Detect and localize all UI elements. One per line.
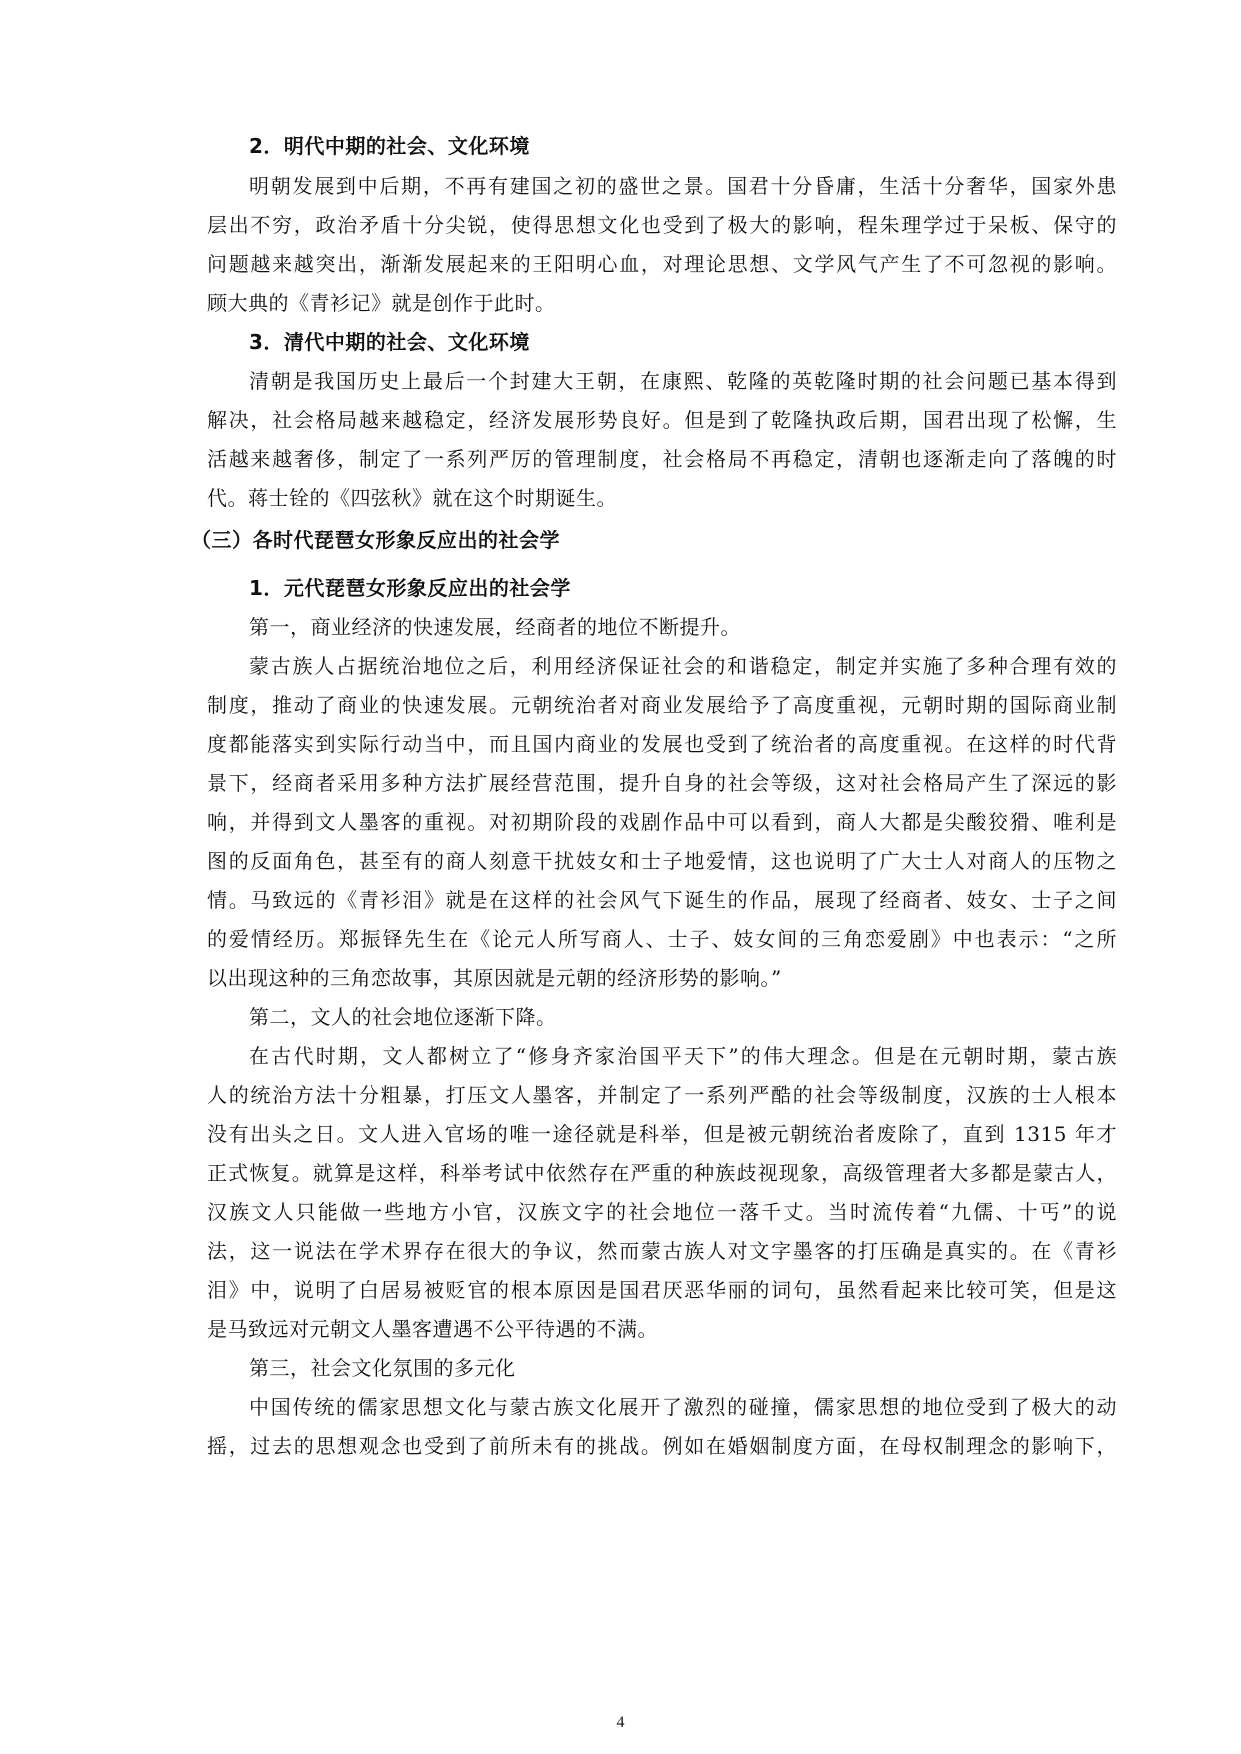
paragraph-line: 在古代时期，文人都树立了“修身齐家治国平天下”的伟大理念。但是在元朝时期，蒙古族: [249, 1044, 1117, 1068]
paragraph-line: 清朝是我国历史上最后一个封建大王朝，在康熙、乾隆的英乾隆时期的社会问题已基本得到: [249, 369, 1117, 393]
paragraph-line: 摇，过去的思想观念也受到了前所未有的挑战。例如在婚姻制度方面，在母权制理念的影响下，: [207, 1434, 1117, 1458]
paragraph-line: 是马致远对元朝文人墨客遭遇不公平待遇的不满。: [207, 1317, 658, 1341]
paragraph-line: 顾大典的《青衫记》就是创作于此时。: [207, 291, 556, 315]
paragraph-line: 情。马致远的《青衫泪》就是在这样的社会风气下诞生的作品，展现了经商者、妓女、士子之间: [207, 888, 1117, 912]
paragraph-line: 层出不穷，政治矛盾十分尖锐，使得思想文化也受到了极大的影响，程朱理学过于呆板、保守的: [207, 213, 1117, 237]
point-heading: 第三，社会文化氛围的多元化: [249, 1356, 516, 1380]
paragraph-line: 代。蒋士铨的《四弦秋》就在这个时期诞生。: [207, 486, 617, 510]
paragraph-line: 正式恢复。就算是这样，科举考试中依然存在严重的种族歧视现象，高级管理者大多都是蒙古人，: [207, 1161, 1117, 1185]
section-heading-qing: 3．清代中期的社会、文化环境: [249, 330, 530, 354]
subsection-heading-yuan: 1．元代琵琶女形象反应出的社会学: [249, 576, 571, 600]
paragraph-line: 图的反面角色，甚至有的商人刻意干扰妓女和士子地爱情，这也说明了广大士人对商人的压物之: [207, 849, 1117, 873]
paragraph-line: 没有出头之日。文人进入官场的唯一途径就是科举，但是被元朝统治者废除了，直到 1315 年才: [207, 1122, 1117, 1146]
paragraph-line: 人的统治方法十分粗暴，打压文人墨客，并制定了一系列严酷的社会等级制度，汉族的士人根本: [207, 1083, 1117, 1107]
paragraph-line: 响，并得到文人墨客的重视。对初期阶段的戏剧作品中可以看到，商人大都是尖酸狡猾、唯利是: [207, 810, 1117, 834]
paragraph-line: 制度，推动了商业的快速发展。元朝统治者对商业发展给予了高度重视，元朝时期的国际商业制: [207, 693, 1117, 717]
paragraph-line: 景下，经商者采用多种方法扩展经营范围，提升自身的社会等级，这对社会格局产生了深远的影: [207, 771, 1117, 795]
point-heading: 第一，商业经济的快速发展，经商者的地位不断提升。: [249, 615, 741, 639]
page-number: 4: [616, 1714, 625, 1731]
paragraph-line: 蒙古族人占据统治地位之后，利用经济保证社会的和谐稳定，制定并实施了多种合理有效的: [249, 654, 1117, 678]
section-heading-ming: 2．明代中期的社会、文化环境: [249, 134, 530, 158]
point-heading: 第二，文人的社会地位逐渐下降。: [249, 1005, 557, 1029]
part-heading: （三）各时代琵琶女形象反应出的社会学: [191, 528, 560, 552]
paragraph-line: 解决，社会格局越来越稳定，经济发展形势良好。但是到了乾隆执政后期，国君出现了松懈，生: [207, 408, 1117, 432]
paragraph-line: 泪》中，说明了白居易被贬官的根本原因是国君厌恶华丽的词句，虽然看起来比较可笑，但是这: [207, 1278, 1117, 1302]
paragraph-line: 的爱情经历。郑振铎先生在《论元人所写商人、士子、妓女间的三角恋爱剧》中也表示：“之所: [207, 927, 1117, 951]
paragraph-line: 活越来越奢侈，制定了一系列严厉的管理制度，社会格局不再稳定，清朝也逐渐走向了落魄的时: [207, 447, 1117, 471]
paragraph-line: 明朝发展到中后期，不再有建国之初的盛世之景。国君十分昏庸，生活十分奢华，国家外患: [249, 174, 1117, 198]
paragraph-line: 问题越来越突出，渐渐发展起来的王阳明心血，对理论思想、文学风气产生了不可忽视的影响。: [207, 252, 1117, 276]
paragraph-line: 中国传统的儒家思想文化与蒙古族文化展开了激烈的碰撞，儒家思想的地位受到了极大的动: [249, 1395, 1117, 1419]
paragraph-line: 法，这一说法在学术界存在很大的争议，然而蒙古族人对文字墨客的打压确是真实的。在《青衫: [207, 1239, 1117, 1263]
paragraph-line: 汉族文人只能做一些地方小官，汉族文字的社会地位一落千丈。当时流传着“九儒、十丐”的说: [207, 1200, 1117, 1224]
paragraph-line: 度都能落实到实际行动当中，而且国内商业的发展也受到了统治者的高度重视。在这样的时代背: [207, 732, 1117, 756]
paragraph-line: 以出现这种的三角恋故事，其原因就是元朝的经济形势的影响。”: [207, 966, 782, 990]
